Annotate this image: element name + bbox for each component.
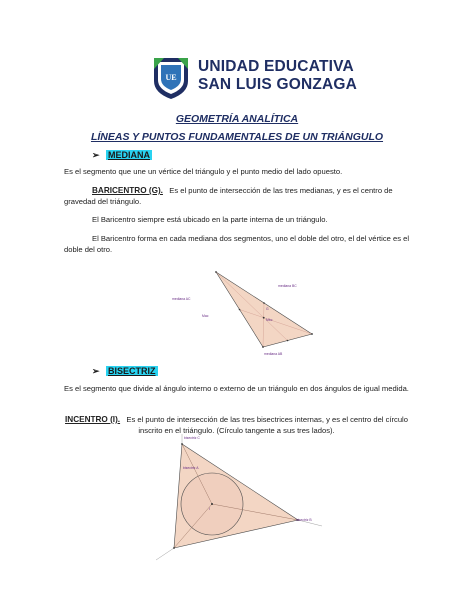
incentro-definition: Es el punto de intersección de las tres bisectrices internas, y es el centro del círculo inscrito en el triángulo. (Círculo tangente a sus tres lados). (126, 415, 408, 435)
school-name-line2: SAN LUIS GONZAGA (198, 76, 358, 93)
logo-monogram: UE (165, 73, 177, 82)
label-mediana-ab: mediana AB (264, 352, 283, 356)
label-g: G (266, 307, 269, 311)
baricentro-definition: Es el punto de intersección de las tres medianas, y es el centro de gravedad del triángulo. (64, 186, 393, 206)
baricentro-note1: El Baricentro siempre está ubicado en la parte interna de un triángulo. (92, 215, 328, 224)
shield-logo-icon (150, 55, 192, 100)
label-bisectriz-c: bisectriz C (184, 436, 200, 440)
topic-title: LÍNEAS Y PUNTOS FUNDAMENTALES DE UN TRIÁNGULO (90, 131, 384, 143)
label-mediana-ac: mediana AC (172, 297, 191, 301)
school-name-line1: UNIDAD EDUCATIVA (198, 58, 354, 75)
bisectriz-heading: BISECTRIZ (108, 366, 156, 376)
vertex-a-point (215, 271, 217, 273)
bisector-diagram (150, 430, 330, 570)
median-line-a (216, 272, 288, 341)
label-mediana-bc: mediana BC (278, 284, 297, 288)
label-mbc: Mbc (266, 318, 273, 322)
arrow-bullet-icon: ➢ (92, 366, 100, 376)
baricentro-term: BARICENTRO (G). (92, 186, 163, 195)
vertex-c-point (262, 346, 264, 348)
bisectriz-definition: Es el segmento que divide al ángulo interno o externo de un triángulo en dos ángulos de igual medida. (64, 384, 409, 393)
median-diagram (166, 258, 326, 368)
baricentro-note2: El Baricentro forma en cada mediana dos segmentos, uno el doble del otro, el del vértice es el doble del otro. (64, 234, 410, 254)
centroid-point (263, 317, 265, 319)
midpoint-bc (287, 340, 289, 342)
midpoint-ac (239, 309, 241, 311)
extension-line-d (156, 548, 174, 560)
label-i: I (209, 507, 210, 511)
label-bisectriz-a: bisectriz A (183, 466, 199, 470)
baricentro-paragraph (64, 185, 414, 207)
arrow-bullet-icon: ➢ (92, 150, 100, 160)
mediana-definition: Es el segmento que une un vértice del triángulo y el punto medio del lado opuesto. (64, 167, 343, 176)
label-mac: Mac (202, 314, 209, 318)
incenter-point (211, 503, 213, 505)
vertex-point-1 (181, 443, 183, 445)
label-bisectriz-b: bisectriz B (296, 518, 312, 522)
vertex-b-point (311, 333, 313, 335)
incentro-term: INCENTRO (I). (65, 415, 121, 424)
vertex-point-3 (173, 547, 175, 549)
school-logo (150, 55, 360, 100)
subject-title: GEOMETRÍA ANALÍTICA (175, 113, 299, 125)
mediana-heading: MEDIANA (108, 150, 150, 160)
bisectriz-bullet (92, 366, 158, 377)
midpoint-ab (263, 302, 265, 304)
mediana-bullet (92, 150, 152, 161)
